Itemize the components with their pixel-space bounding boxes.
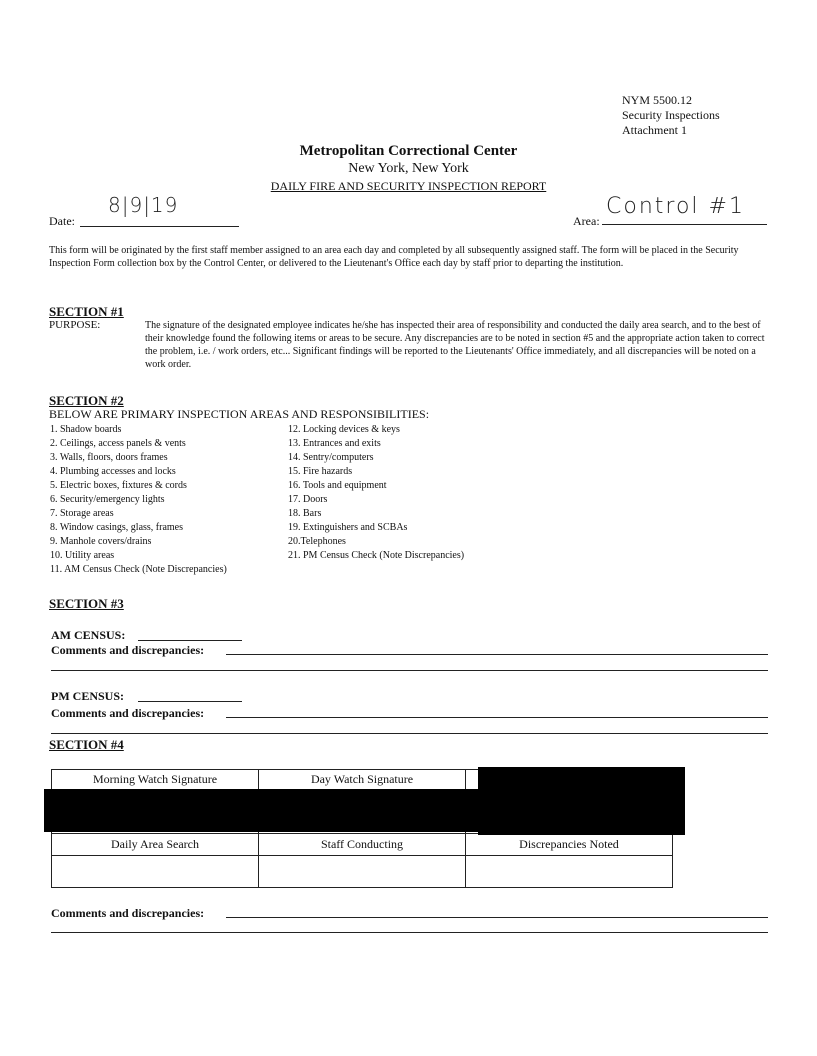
- form-name-text: DAILY FIRE AND SECURITY INSPECTION REPORT: [270, 179, 547, 193]
- section2-intro: BELOW ARE PRIMARY INSPECTION AREAS AND RESPONSIBILITIES:: [49, 407, 430, 421]
- list-item: 1. Shadow boards: [50, 424, 122, 435]
- discrepancies-noted-header: Discrepancies Noted: [466, 834, 673, 856]
- form-number: NYM 5500.12: [622, 93, 693, 107]
- list-item: 5. Electric boxes, fixtures & cords: [50, 480, 187, 491]
- document-title: Metropolitan Correctional Center: [299, 143, 518, 159]
- form-subject: Security Inspections: [622, 108, 720, 122]
- area-line: [602, 224, 767, 225]
- daily-area-search-header: Daily Area Search: [52, 834, 259, 856]
- area-label: Area:: [573, 214, 600, 228]
- list-item: 11. AM Census Check (Note Discrepancies): [50, 564, 227, 575]
- section4-comments-line-2[interactable]: [51, 932, 768, 933]
- purpose-label: PURPOSE:: [49, 319, 101, 331]
- section4-comments-field[interactable]: [226, 917, 768, 918]
- list-item: 15. Fire hazards: [288, 466, 353, 477]
- list-item: 19. Extinguishers and SCBAs: [288, 522, 408, 533]
- staff-conducting-header: Staff Conducting: [259, 834, 466, 856]
- section3-heading: SECTION #3: [49, 596, 124, 611]
- list-item: 7. Storage areas: [50, 508, 114, 519]
- section4-heading: SECTION #4: [49, 737, 124, 752]
- form-identifier: [622, 93, 720, 138]
- list-item: 18. Bars: [288, 508, 322, 519]
- list-item: 12. Locking devices & keys: [288, 424, 400, 435]
- list-item: 10. Utility areas: [50, 550, 115, 561]
- am-census-field[interactable]: [138, 640, 242, 641]
- list-item: 6. Security/emergency lights: [50, 494, 165, 505]
- discrepancies-noted-cell[interactable]: [466, 856, 673, 888]
- am-comments-field[interactable]: [226, 654, 768, 655]
- inspection-list-left: [50, 423, 227, 577]
- am-census-label: AM CENSUS:: [51, 628, 126, 642]
- staff-conducting-cell[interactable]: [259, 856, 466, 888]
- list-item: 17. Doors: [288, 494, 328, 505]
- list-item: 9. Manhole covers/drains: [50, 536, 152, 547]
- day-watch-header: Day Watch Signature: [259, 770, 466, 790]
- document-location: New York, New York: [348, 161, 469, 176]
- section1-heading: SECTION #1: [49, 304, 124, 319]
- attachment-label: Attachment 1: [622, 123, 687, 137]
- date-value[interactable]: 8|9|19: [108, 193, 179, 217]
- list-item: 14. Sentry/computers: [288, 452, 374, 463]
- list-item: 21. PM Census Check (Note Discrepancies): [288, 550, 465, 561]
- date-label: Date:: [49, 214, 75, 228]
- list-item: 16. Tools and equipment: [288, 480, 387, 491]
- pm-comments-line-2[interactable]: [51, 733, 768, 734]
- list-item: 2. Ceilings, access panels & vents: [50, 438, 186, 449]
- list-item: 20.Telephones: [288, 536, 346, 547]
- daily-area-search-cell[interactable]: [52, 856, 259, 888]
- list-item: 3. Walls, floors, doors frames: [50, 452, 168, 463]
- morning-watch-header: Morning Watch Signature: [52, 770, 259, 790]
- area-value[interactable]: Control #1: [606, 194, 745, 219]
- date-line: [80, 226, 239, 227]
- form-name: [0, 179, 817, 194]
- section2-heading: SECTION #2: [49, 393, 124, 408]
- redaction-bar: [44, 789, 685, 832]
- pm-comments-field[interactable]: [226, 717, 768, 718]
- list-item: 8. Window casings, glass, frames: [50, 522, 184, 533]
- pm-census-label: PM CENSUS:: [51, 689, 125, 703]
- pm-census-field[interactable]: [138, 701, 242, 702]
- am-comments-line-2[interactable]: [51, 670, 768, 671]
- list-item: 4. Plumbing accesses and locks: [50, 466, 176, 477]
- inspection-list-right: [288, 423, 464, 563]
- section4-comments-label: Comments and discrepancies:: [51, 906, 205, 920]
- am-comments-label: Comments and discrepancies:: [51, 643, 205, 657]
- purpose-text: The signature of the designated employee indicates he/she has inspected their area of responsibility and conducted the daily area search, and to the best of their knowledge found the following items or areas to be secure. Any discrepancies are to be noted in section #5 and the appropriate action taken to correct the problem, i.e. / work orders, etc... Significant findings will be reported to the Lieutenants' Office immediately, and all discrepancies will be noted on a work order.: [145, 320, 765, 370]
- list-item: 13. Entrances and exits: [288, 438, 381, 449]
- pm-comments-label: Comments and discrepancies:: [51, 706, 205, 720]
- instructions-text: This form will be originated by the first staff member assigned to an area each day and completed by all subsequently assigned staff. The form will be placed in the Security Inspection Form collection box by the Control Center, or delivered to the Lieutenant's Office each day by staff prior to departing the institution.: [49, 245, 739, 269]
